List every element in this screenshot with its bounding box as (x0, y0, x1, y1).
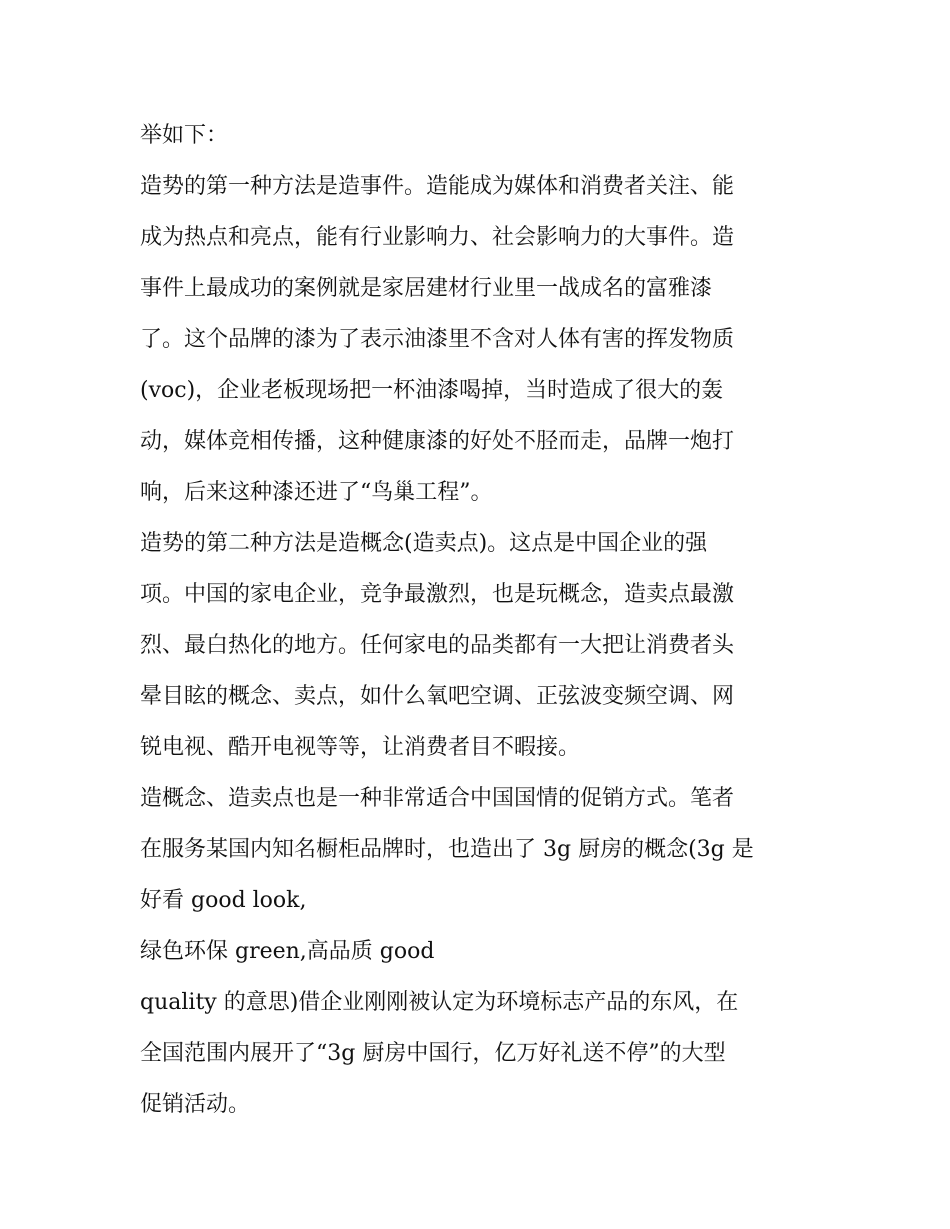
text-line: (voc)，企业老板现场把一杯油漆喝掉，当时造成了很大的轰 (140, 378, 724, 403)
text-line: 事件上最成功的案例就是家居建材行业里一战成名的富雅漆 (140, 276, 713, 301)
text-line: 造概念、造卖点也是一种非常适合中国国情的促销方式。笔者 (140, 786, 735, 811)
text-line: 项。中国的家电企业，竞争最激烈，也是玩概念，造卖点最激 (140, 582, 735, 607)
text-line: 晕目眩的概念、卖点，如什么氧吧空调、正弦波变频空调、网 (140, 684, 735, 709)
text-line: 锐电视、酷开电视等等，让消费者目不暇接。 (140, 735, 581, 760)
text-line: 了。这个品牌的漆为了表示油漆里不含对人体有害的挥发物质 (140, 327, 735, 352)
text-line: 造势的第一种方法是造事件。造能成为媒体和消费者关注、能 (140, 174, 735, 199)
text-line: 动，媒体竞相传播，这种健康漆的好处不胫而走，品牌一炮打 (140, 429, 735, 454)
text-line: 促销活动。 (140, 1092, 251, 1117)
text-line: 成为热点和亮点，能有行业影响力、社会影响力的大事件。造 (140, 225, 735, 250)
text-line: quality 的意思)借企业刚刚被认定为环境标志产品的东风，在 (140, 990, 739, 1015)
text-line: 绿色环保 green,高品质 good (140, 939, 435, 964)
text-line: 在服务某国内知名橱柜品牌时，也造出了 3g 厨房的概念(3g 是 (140, 837, 754, 862)
text-line: 烈、最白热化的地方。任何家电的品类都有一大把让消费者头 (140, 633, 735, 658)
text-line: 造势的第二种方法是造概念(造卖点)。这点是中国企业的强 (140, 531, 708, 556)
text-line: 好看 good look, (140, 888, 307, 913)
text-line: 举如下： (140, 123, 229, 148)
text-line: 响，后来这种漆还进了“鸟巢工程”。 (140, 480, 493, 505)
text-line: 全国范围内展开了“3g 厨房中国行，亿万好礼送不停”的大型 (140, 1041, 726, 1066)
document-body (140, 110, 840, 1130)
